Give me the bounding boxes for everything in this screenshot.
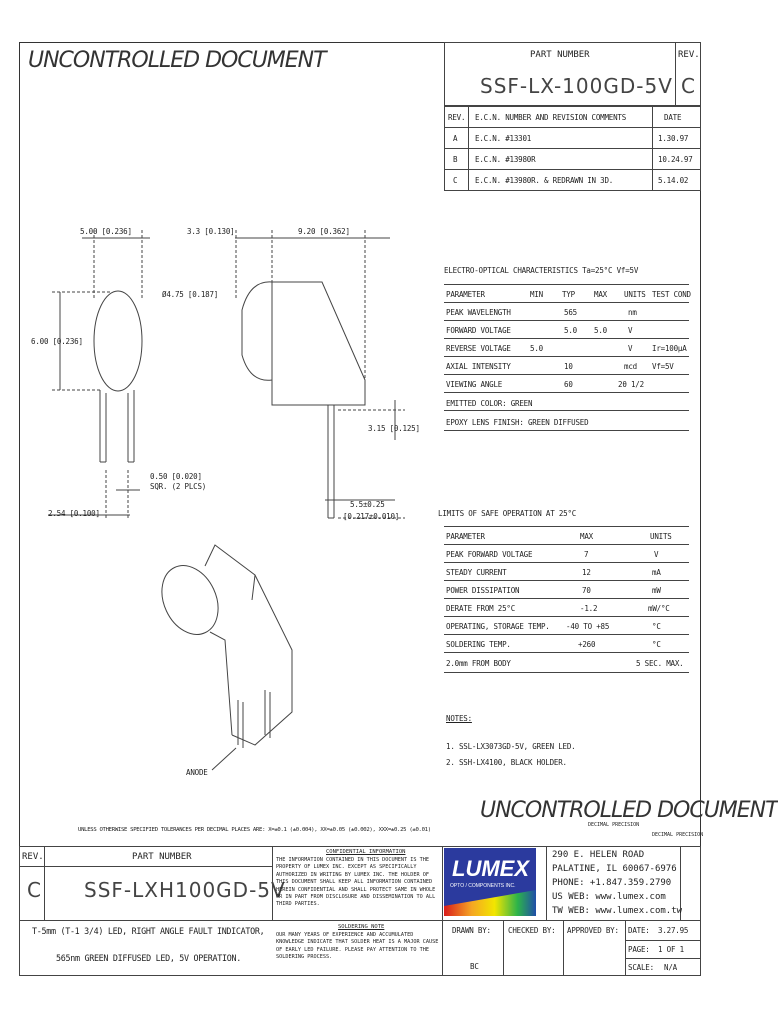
- dim-5-5-inch: [0.217±0.010]: [343, 512, 400, 521]
- limits-row-4-max: -1.2: [580, 604, 598, 613]
- eo-row-5-typ: 60: [564, 380, 573, 389]
- page-value: 1 OF 1: [658, 945, 684, 954]
- rev-label: REV.: [678, 50, 700, 60]
- drawn-by-value: BC: [470, 962, 479, 971]
- rev-row-b-ecn: E.C.N. #13980R: [475, 155, 536, 164]
- limits-row-2-units: mA: [652, 568, 661, 577]
- description-line-2: 565nm GREEN DIFFUSED LED, 5V OPERATION.: [56, 953, 241, 963]
- address-us-web: US WEB: www.lumex.com: [552, 892, 666, 902]
- part-number-label: PART NUMBER: [530, 50, 590, 60]
- limits-header-units: UNITS: [650, 532, 672, 541]
- limits-row-5-max: -40 TO +85: [566, 622, 610, 631]
- eo-row-4-param: AXIAL INTENSITY: [446, 362, 511, 371]
- dim-sqr: SQR. (2 PLCS): [150, 482, 207, 491]
- notes-title: NOTES:: [446, 714, 472, 723]
- rev-value: C: [681, 74, 696, 98]
- eo-row-3-units: V: [628, 344, 633, 353]
- date-col-header: DATE: [664, 113, 682, 122]
- dim-3-15: 3.15 [0.125]: [368, 424, 420, 433]
- tolerance-note: UNLESS OTHERWISE SPECIFIED TOLERANCES PER DECIMAL PLACES ARE: X=±0.1 (±0.004), XX=±0.05 (±0.002), XXX=±0.25 (±0.01): [78, 827, 431, 833]
- limits-header-max: MAX: [580, 532, 593, 541]
- limits-row-2-max: 12: [582, 568, 591, 577]
- dim-9-20: 9.20 [0.362]: [298, 227, 350, 236]
- limits-row-4-param: DERATE FROM 25°C: [446, 604, 516, 613]
- limits-row-5-param: OPERATING, STORAGE TEMP.: [446, 622, 550, 631]
- address-phone: PHONE: +1.847.359.2790: [552, 878, 672, 888]
- bottom-rev-value: C: [27, 878, 42, 902]
- eo-header-max: MAX: [594, 290, 607, 299]
- rev-row-b-rev: B: [453, 155, 458, 164]
- eo-lens-finish: EPOXY LENS FINISH: GREEN DIFFUSED: [446, 418, 589, 427]
- holder-isometric: [232, 575, 292, 745]
- eo-row-1-typ: 565: [564, 308, 577, 317]
- logo-text: LUMEX: [452, 856, 529, 881]
- lumex-logo: [442, 846, 542, 918]
- eo-row-5-units: 2θ 1/2: [618, 380, 644, 389]
- description-line-1: T-5mm (T-1 3/4) LED, RIGHT ANGLE FAULT INDICATOR,: [32, 926, 265, 936]
- eo-row-4-cond: Vf=5V: [652, 362, 674, 371]
- led-isometric-dome: [151, 556, 229, 643]
- ecn-col-header: E.C.N. NUMBER AND REVISION COMMENTS: [475, 113, 627, 122]
- limits-title: LIMITS OF SAFE OPERATION AT 25°C: [438, 509, 577, 518]
- note-1: 1. SSL-LX3073GD-5V, GREEN LED.: [446, 742, 576, 751]
- eo-row-2-units: V: [628, 326, 633, 335]
- eo-row-2-typ: 5.0: [564, 326, 577, 335]
- eo-row-1-units: nm: [628, 308, 637, 317]
- limits-row-6-param: SOLDERING TEMP.: [446, 640, 511, 649]
- eo-header-typ: TYP: [562, 290, 575, 299]
- decimal-note-b: DECIMAL PRECISION: [652, 832, 704, 838]
- eo-row-3-cond: Ir=100μA: [652, 344, 687, 353]
- rev-row-b-date: 10.24.97: [658, 155, 693, 164]
- eo-row-2-max: 5.0: [594, 326, 607, 335]
- limits-row-1-units: V: [654, 550, 659, 559]
- address-line-2: PALATINE, IL 60067-6976: [552, 864, 677, 874]
- eo-title: ELECTRO-OPTICAL CHARACTERISTICS Ta=25°C Vf=5V: [444, 266, 639, 275]
- approved-by-label: APPROVED BY:: [567, 926, 619, 935]
- limits-row-4-units: mW/°C: [648, 604, 670, 613]
- part-number-value: SSF-LX-100GD-5V: [480, 74, 673, 98]
- rev-row-c-date: 5.14.02: [658, 176, 689, 185]
- limits-row-3-param: POWER DISSIPATION: [446, 586, 520, 595]
- dim-2-54: 2.54 [0.100]: [48, 509, 100, 518]
- eo-row-4-units: mcd: [624, 362, 637, 371]
- limits-row-3-max: 70: [582, 586, 591, 595]
- soldering-title: SOLDERING NOTE: [338, 924, 385, 930]
- eo-header-test-cond: TEST COND: [652, 290, 691, 299]
- eo-header-parameter: PARAMETER: [446, 290, 485, 299]
- limits-row-5-units: °C: [652, 622, 661, 631]
- date-value: 3.27.95: [658, 926, 689, 935]
- limits-row-7-param: 2.0mm FROM BODY: [446, 659, 511, 668]
- eo-emitted-color: EMITTED COLOR: GREEN: [446, 399, 533, 408]
- rev-col-header: REV.: [448, 113, 466, 122]
- eo-row-4-typ: 10: [564, 362, 573, 371]
- watermark-bottom: UNCONTROLLED DOCUMENT: [480, 798, 778, 823]
- checked-by-label: CHECKED BY:: [508, 926, 556, 935]
- confidential-title: CONFIDENTIAL INFORMATION: [326, 849, 406, 855]
- logo-subtext: OPTO / COMPONENTS INC.: [450, 883, 516, 889]
- dim-0-50: 0.50 [0.020]: [150, 472, 202, 481]
- bottom-part-number-label: PART NUMBER: [132, 852, 192, 862]
- address-line-1: 290 E. HELEN ROAD: [552, 850, 645, 860]
- rev-row-a-date: 1.30.97: [658, 134, 689, 143]
- bottom-rev-label: REV.: [22, 852, 44, 862]
- limits-row-6-max: +260: [578, 640, 596, 649]
- eo-row-3-min: 5.0: [530, 344, 543, 353]
- rev-row-c-ecn: E.C.N. #13980R. & REDRAWN IN 3D.: [475, 176, 614, 185]
- scale-label: SCALE:: [628, 963, 654, 972]
- eo-row-3-param: REVERSE VOLTAGE: [446, 344, 511, 353]
- drawn-by-label: DRAWN BY:: [452, 926, 491, 935]
- bottom-part-number-value: SSF-LXH100GD-5V: [84, 878, 286, 902]
- eo-header-units: UNITS: [624, 290, 646, 299]
- limits-row-1-max: 7: [584, 550, 589, 559]
- anode-label: ANODE: [186, 768, 208, 777]
- eo-row-5-param: VIEWING ANGLE: [446, 380, 503, 389]
- confidential-text: THE INFORMATION CONTAINED IN THIS DOCUMENT IS THE PROPERTY OF LUMEX INC. EXCEPT AS SPECIFICALLY AUTHORIZED IN WRITING BY LUMEX INC. THE HOLDER OF THIS DOCUMENT SHALL KEEP ALL INFORMATION CONTAINED HEREIN CONFIDENTIAL AND SHALL PROTECT SAME IN WHOLE OR IN PART FROM DISCLOSURE AND DISSEMINATION TO ALL THIRD PARTIES.: [276, 857, 436, 908]
- dim-6-00: 6.00 [0.236]: [31, 337, 83, 346]
- eo-row-2-param: FORWARD VOLTAGE: [446, 326, 511, 335]
- rev-row-a-rev: A: [453, 134, 458, 143]
- holder-side-view: [272, 282, 365, 405]
- date-label: DATE:: [628, 926, 650, 935]
- page-label: PAGE:: [628, 945, 650, 954]
- limits-row-2-param: STEADY CURRENT: [446, 568, 507, 577]
- rev-row-c-rev: C: [453, 176, 458, 185]
- limits-row-3-units: mW: [652, 586, 661, 595]
- dim-5-5: 5.5±0.25: [350, 500, 385, 509]
- note-2: 2. SSH-LX4100, BLACK HOLDER.: [446, 758, 567, 767]
- rev-row-a-ecn: E.C.N. #13301: [475, 134, 532, 143]
- watermark-top: UNCONTROLLED DOCUMENT: [28, 48, 326, 73]
- led-side-dome: [242, 282, 272, 380]
- limits-header-parameter: PARAMETER: [446, 532, 485, 541]
- dim-3-3: 3.3 [0.130]: [187, 227, 235, 236]
- dim-5-00: 5.00 [0.236]: [80, 227, 132, 236]
- limits-row-6-units: °C: [652, 640, 661, 649]
- led-front-view: [94, 291, 142, 391]
- eo-row-1-param: PEAK WAVELENGTH: [446, 308, 511, 317]
- soldering-text: OUR MANY YEARS OF EXPERIENCE AND ACCUMULATED KNOWLEDGE INDICATE THAT SOLDER HEAT IS A MAJOR CAUSE OF EARLY LED FAILURE. PLEASE PAY ATTENTION TO THE SOLDERING PROCESS.: [276, 932, 439, 961]
- address-tw-web: TW WEB: www.lumex.com.tw: [552, 906, 683, 916]
- limits-row-1-param: PEAK FORWARD VOLTAGE: [446, 550, 533, 559]
- scale-value: N/A: [664, 963, 677, 972]
- dim-diameter: Ø4.75 [0.187]: [162, 290, 219, 299]
- decimal-note-a: DECIMAL PRECISION: [588, 822, 640, 828]
- eo-header-min: MIN: [530, 290, 543, 299]
- limits-row-7-units: 5 SEC. MAX.: [636, 659, 684, 668]
